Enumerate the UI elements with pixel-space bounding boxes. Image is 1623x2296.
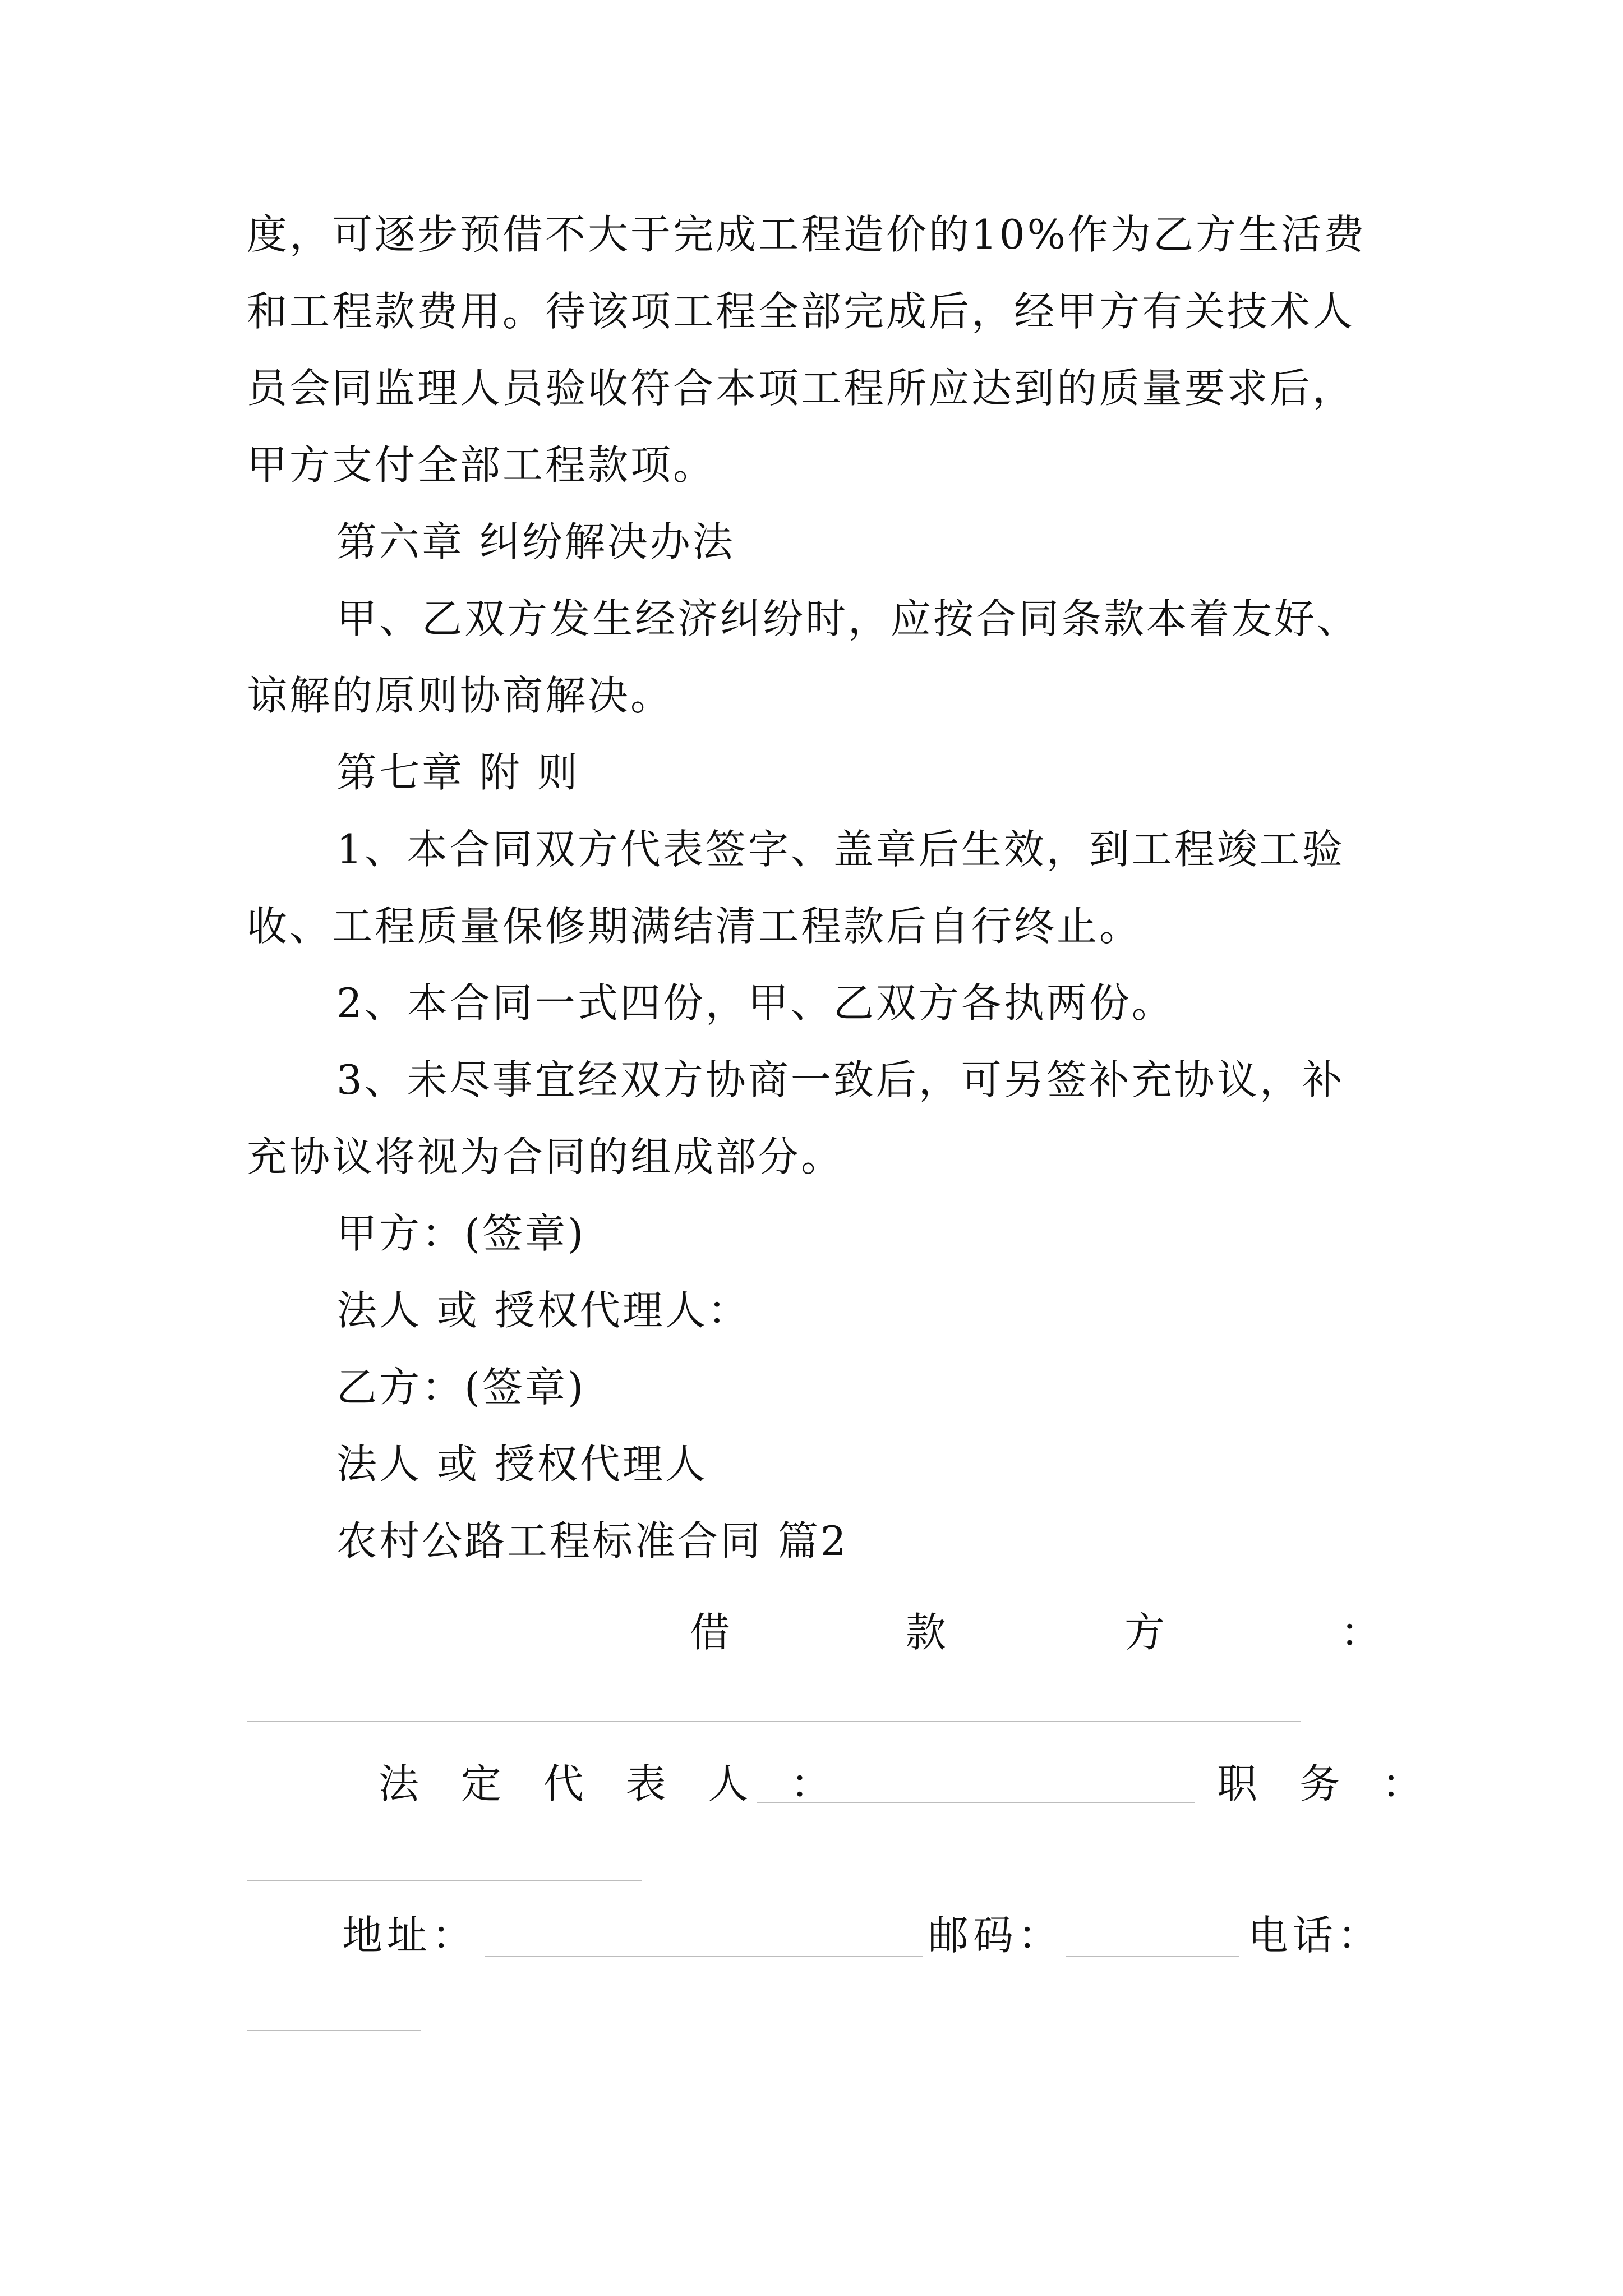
position-label: 职 务 ： xyxy=(1217,1760,1437,1807)
paragraph-line: 员会同监理人员验收符合本项工程所应达到的质量要求后， xyxy=(247,365,1355,412)
clause-line: 2、本合同一式四份，甲、乙双方各执两份。 xyxy=(336,979,1174,1027)
phone-blank xyxy=(247,2030,421,2031)
address-label: 地址： xyxy=(342,1912,477,1959)
clause-line: 收、工程质量保修期满结清工程款后自行终止。 xyxy=(247,903,1142,950)
borrower-char: ： xyxy=(1340,1609,1381,1656)
postcode-blank xyxy=(1066,1956,1239,1957)
position-blank xyxy=(247,1880,642,1881)
paragraph-line: 和工程款费用。待该项工程全部完成后，经甲方有关技术人 xyxy=(247,288,1355,335)
clause-line: 3、未尽事宜经双方协商一致后，可另签补充协议，补 xyxy=(336,1056,1345,1103)
borrower-char: 款 xyxy=(906,1609,947,1656)
paragraph-line: 甲方支付全部工程款项。 xyxy=(247,441,716,489)
rep-label: 法 定 代 表 人 ： xyxy=(379,1760,846,1807)
borrower-char: 方 xyxy=(1124,1609,1165,1656)
clause-line: 充协议将视为合同的组成部分。 xyxy=(247,1133,844,1180)
paragraph-line: 甲、乙双方发生经济纠纷时，应按合同条款本着友好、 xyxy=(336,595,1360,642)
signature-party-a: 甲方：(签章) xyxy=(336,1210,586,1257)
paragraph-line: 谅解的原则协商解决。 xyxy=(247,672,674,719)
borrower-blank xyxy=(247,1721,1301,1722)
paragraph-line: 度，可逐步预借不大于完成工程造价的10%作为乙方生活费 xyxy=(247,211,1367,258)
chapter-heading: 第六章 纠纷解决办法 xyxy=(336,518,735,565)
address-blank xyxy=(485,1956,923,1957)
borrower-char: 借 xyxy=(690,1609,731,1656)
document-body xyxy=(247,196,1385,1580)
signature-rep-b: 法人 或 授权代理人 xyxy=(336,1441,708,1488)
section-title: 农村公路工程标准合同 篇2 xyxy=(336,1517,849,1565)
signature-rep-a: 法人 或 授权代理人： xyxy=(336,1287,750,1334)
rep-blank xyxy=(757,1802,1195,1803)
phone-label: 电话： xyxy=(1248,1912,1383,1959)
clause-line: 1、本合同双方代表签字、盖章后生效，到工程竣工验 xyxy=(336,826,1345,873)
signature-party-b: 乙方：(签章) xyxy=(336,1364,586,1411)
chapter-heading: 第七章 附 则 xyxy=(336,749,580,796)
postcode-label: 邮码： xyxy=(928,1912,1063,1959)
